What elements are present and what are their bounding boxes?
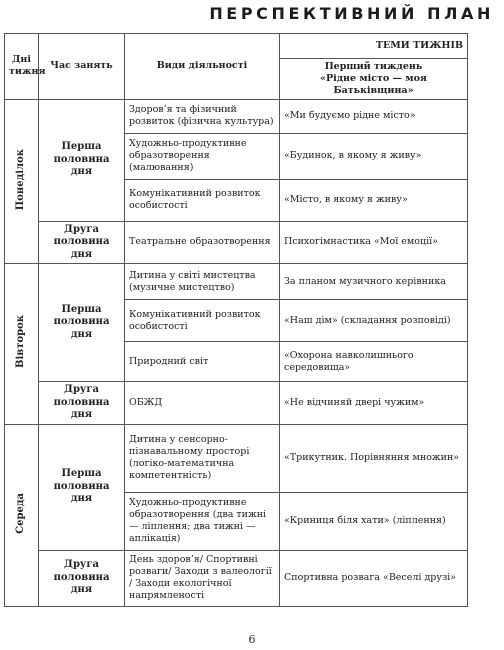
day-label: Понеділок bbox=[15, 148, 27, 211]
header-day: Дні тижня bbox=[5, 34, 39, 100]
day-tuesday bbox=[5, 264, 39, 425]
half-day-second: Друга половина дня bbox=[39, 221, 125, 264]
header-week bbox=[280, 59, 468, 100]
activity-cell: Дитина у сенсорно-пізнавальному просторі (логіко-математична компетентність) bbox=[125, 424, 280, 492]
plan-table bbox=[4, 33, 468, 607]
theme-cell: Психогімнастика «Мої емоції» bbox=[280, 221, 468, 264]
header-row-1 bbox=[5, 34, 468, 59]
header-themes: ТЕМИ ТИЖНІВ bbox=[280, 34, 468, 59]
day-monday bbox=[5, 99, 39, 264]
day-label: Середа bbox=[15, 492, 27, 534]
theme-cell: «Ми будуємо рідне місто» bbox=[280, 99, 468, 133]
week-theme: «Рідне місто — моя Батьківщина» bbox=[320, 72, 427, 96]
half-day-first: Перша половина дня bbox=[39, 264, 125, 382]
half-day-second: Друга половина дня bbox=[39, 550, 125, 606]
day-label: Вівторок bbox=[15, 315, 27, 369]
page-title: ПЕРСПЕКТИВНИЙ ПЛАН bbox=[209, 4, 494, 23]
activity-cell: Здоров’я та фізичний розвиток (фізична культура) bbox=[125, 99, 280, 133]
table-row bbox=[5, 221, 468, 264]
activity-cell: Театральне образотворення bbox=[125, 221, 280, 264]
activity-cell: Художньо-продуктивне образотворення (малювання) bbox=[125, 133, 280, 179]
header-activity: Види діяльності bbox=[125, 34, 280, 100]
activity-cell: Комунікативний розвиток особистості bbox=[125, 300, 280, 342]
theme-cell: «Не відчиняй двері чужим» bbox=[280, 382, 468, 425]
table-row bbox=[5, 382, 468, 425]
page-number: 6 bbox=[248, 633, 256, 646]
activity-cell: Природний світ bbox=[125, 342, 280, 382]
half-day-first: Перша половина дня bbox=[39, 424, 125, 550]
activity-cell: ОБЖД bbox=[125, 382, 280, 425]
half-day-second: Друга половина дня bbox=[39, 382, 125, 425]
table-row bbox=[5, 264, 468, 300]
theme-cell: За планом музичного керівника bbox=[280, 264, 468, 300]
theme-cell: «Місто, в якому я живу» bbox=[280, 179, 468, 221]
activity-cell: Художньо-продуктивне образотворення (два тижні — ліплення; два тижні — аплікація) bbox=[125, 492, 280, 550]
theme-cell: «Трикутник. Порівняння множин» bbox=[280, 424, 468, 492]
day-wednesday bbox=[5, 424, 39, 606]
table-row bbox=[5, 99, 468, 133]
theme-cell: Спортивна розвага «Веселі друзі» bbox=[280, 550, 468, 606]
header-time: Час занять bbox=[39, 34, 125, 100]
activity-cell: Комунікативний розвиток особистості bbox=[125, 179, 280, 221]
theme-cell: «Охорона навколишнього середовища» bbox=[280, 342, 468, 382]
table-row bbox=[5, 550, 468, 606]
theme-cell: «Будинок, в якому я живу» bbox=[280, 133, 468, 179]
activity-cell: Дитина у світі мистецтва (музичне мистецтво) bbox=[125, 264, 280, 300]
activity-cell: День здоров’я/ Спортивні розваги/ Заходи з валеології / Заходи екологічної напрямленості bbox=[125, 550, 280, 606]
half-day-first: Перша половина дня bbox=[39, 99, 125, 221]
theme-cell: «Наш дім» (складання розповіді) bbox=[280, 300, 468, 342]
theme-cell: «Криниця біля хати» (ліплення) bbox=[280, 492, 468, 550]
table-row bbox=[5, 424, 468, 492]
week-title: Перший тиждень bbox=[324, 61, 423, 72]
